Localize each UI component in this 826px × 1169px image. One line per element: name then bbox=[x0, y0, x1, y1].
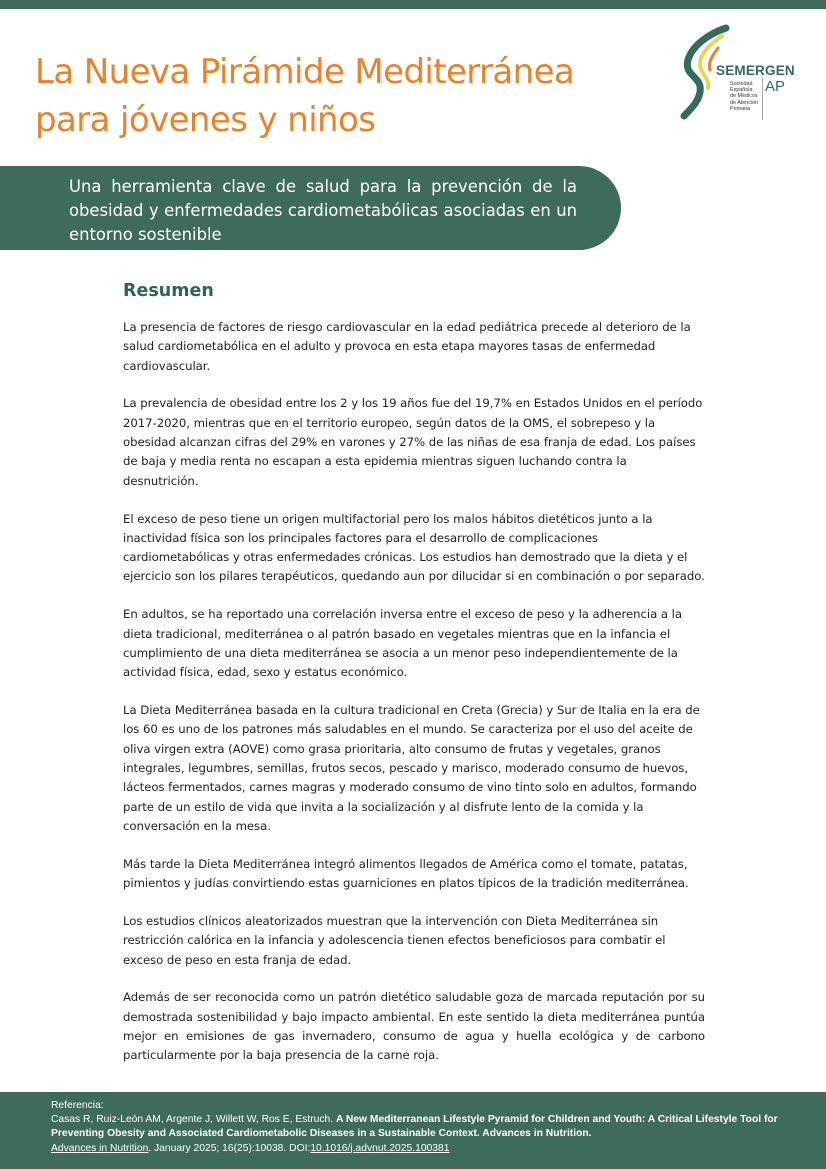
summary-paragraph: La presencia de factores de riesgo cardiovascular en la edad pediátrica precede al deterioro de la salud cardiometabólica en el adulto y provoca en esta etapa mayores tasas de enfermedad cardiovascular. bbox=[123, 320, 691, 373]
page-title bbox=[35, 48, 655, 144]
journal-link[interactable]: Advances in Nutrition bbox=[51, 1142, 149, 1154]
summary-paragraph: En adultos, se ha reportado una correlación inversa entre el exceso de peso y la adherencia a la dieta tradicional, mediterránea o al patrón basado en vegetales mientras que en la infancia el cumplimiento de una dieta mediterránea se asocia a un menor peso independientemente de la actividad física, edad, sexo y estatus económico. bbox=[123, 607, 682, 680]
reference-citation: . January 2025; 16(25):10038. DOI: bbox=[148, 1142, 311, 1154]
subtitle-text: Una herramienta clave de salud para la prevención de la obesidad y enfermedades cardiometabólicas asociadas en un entorno sostenible bbox=[69, 177, 577, 244]
logo-subtitle: Sociedad Española de Médicos de Atención Primaria bbox=[730, 81, 759, 112]
doi-link[interactable]: 10.1016/j.advnut.2025.100381 bbox=[310, 1142, 450, 1154]
logo-ap: AP bbox=[762, 78, 785, 120]
summary-paragraph: Más tarde la Dieta Mediterránea integró alimentos llegados de América como el tomate, patatas, pimientos y judías convirtiendo estas guarniciones en platos típicos de la tradición mediterránea. bbox=[123, 856, 689, 891]
summary-paragraph: La prevalencia de obesidad entre los 2 y los 19 años fue del 19,7% en Estados Unidos en el período 2017-2020, mientras que en el territorio europeo, según datos de la OMS, el sobrepeso y la obesidad alcanzan cifras del 29% en varones y 27% de las niñas de esa franja de edad. Los países de baja y media renta no escapan a esta epidemia mientras siguen luchando contra la desnutrición. bbox=[123, 396, 703, 488]
reference-authors: Casas R, Ruiz-León AM, Argente J, Willett W, Ros E, Estruch. bbox=[51, 1114, 336, 1126]
summary-section bbox=[123, 281, 705, 1084]
summary-paragraph: Los estudios clínicos aleatorizados muestran que la intervención con Dieta Mediterránea sin restricción calórica en la infancia y adolescencia tienen efectos beneficiosos para combatir el exceso de peso en esta franja de edad. bbox=[123, 913, 666, 967]
reference-title: A New Mediterranean Lifestyle Pyramid for Children and Youth: A Critical Lifestyle Tool for Preventing Obesity and Associated Cardiometabolic Diseases in a Sustainable Context. Advances in Nutrition. bbox=[51, 1114, 778, 1140]
title-line-1: La Nueva Pirámide Mediterránea bbox=[35, 52, 575, 92]
summary-heading: Resumen bbox=[123, 281, 214, 301]
reference-label: Referencia: bbox=[51, 1100, 104, 1111]
top-accent-bar bbox=[0, 0, 826, 9]
semergen-logo bbox=[678, 24, 808, 124]
summary-paragraph: La Dieta Mediterránea basada en la cultura tradicional en Creta (Grecia) y Sur de Italia en la era de los 60 es uno de los patrones más saludables en el mundo. Se caracteriza por el uso del aceite de oliva virgen extra (AOVE) como grasa prioritaria, alto consumo de frutas y vegetales, granos integrales, legumbres, semillas, frutos secos, pescado y marisco, moderado consumo de huevos, lácteos fermentados, carnes magras y moderado consumo de vino tinto solo en adultos, formando parte de un estilo de vida que invita a la socialización y al disfrute lento de la comida y la conversación en la mesa. bbox=[123, 703, 700, 833]
title-line-2: para jóvenes y niños bbox=[35, 100, 376, 140]
reference-block bbox=[51, 1099, 791, 1156]
summary-paragraph: Además de ser reconocida como un patrón dietético saludable goza de marcada reputación por su demostrada sostenibilidad y bajo impacto ambiental. En este sentido la dieta mediterránea puntúa mejor en emisiones de gas invernadero, consumo de agua y huella ecológica y de carbono particularmente por la baja presencia de la carne roja. bbox=[123, 990, 705, 1063]
logo-name: SEMERGEN bbox=[716, 63, 795, 78]
summary-paragraph: El exceso de peso tiene un origen multifactorial pero los malos hábitos dietéticos junto a la inactividad física son los principales factores para el desarrollo de complicaciones cardiometabólicas y otras enfermedades crónicas. Los estudios han demostrado que la dieta y el ejercicio son los pilares terapéuticos, quedando aun por dilucidar si en combinación o por separado. bbox=[123, 511, 705, 584]
